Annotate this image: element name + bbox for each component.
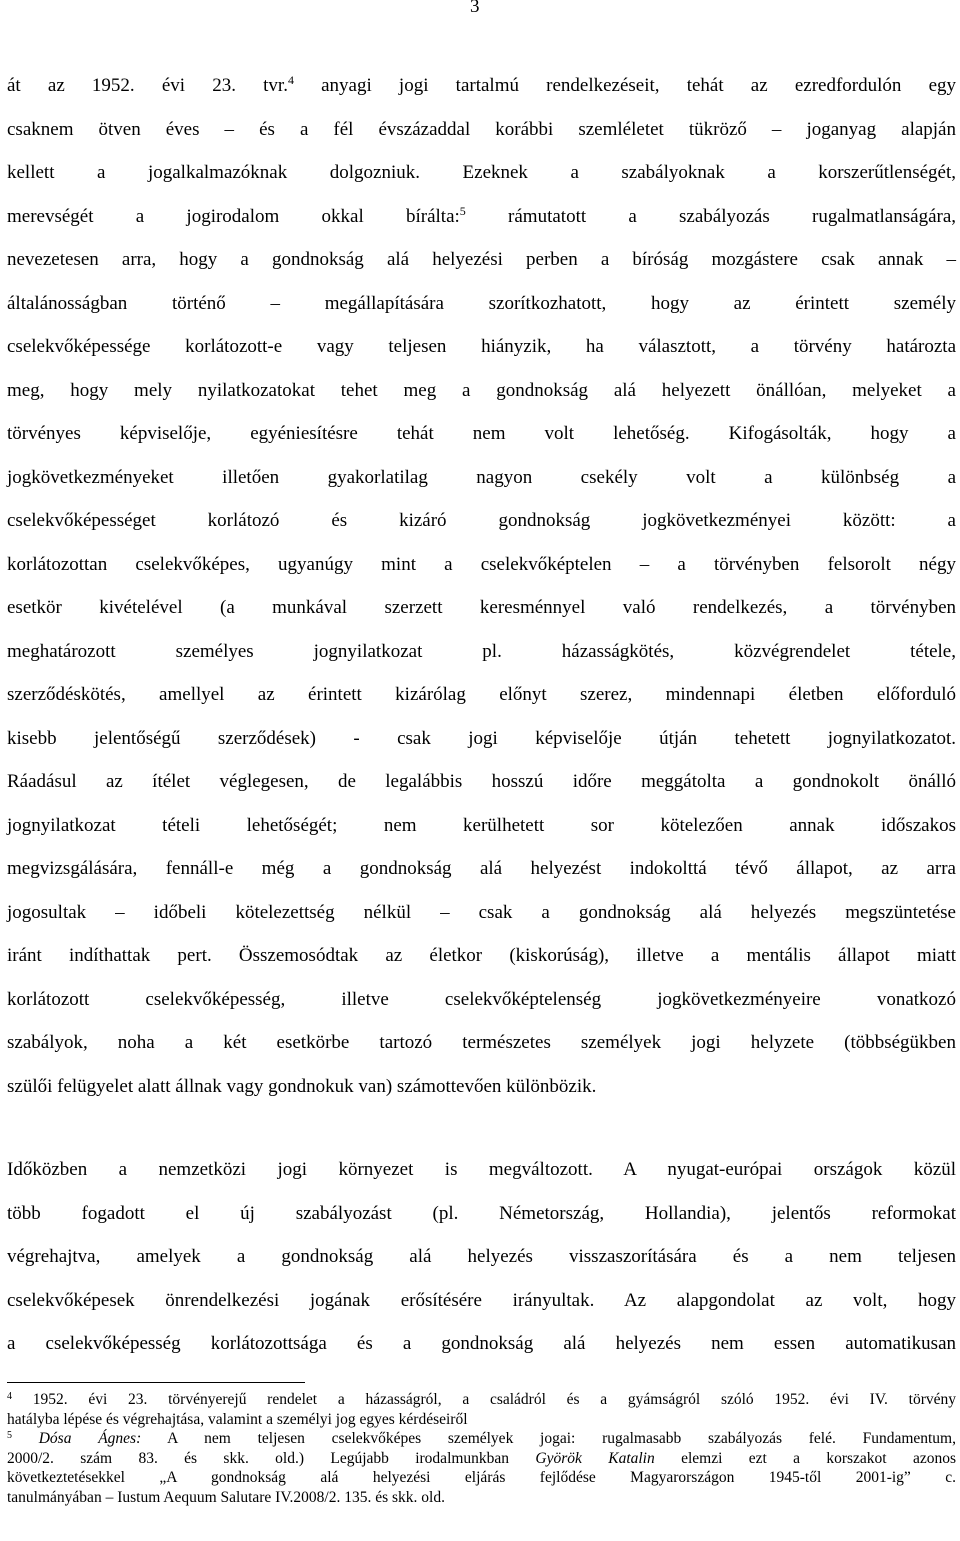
footnote-separator [7, 1382, 305, 1383]
text-line: cselekvőképességet korlátozó és kizáró gondnokság jogkövetkezményei között: a [7, 510, 956, 531]
footnote-4-line: $^4$ 1952. évi 23. törvényerejű rendelet a házasságról, a családról és a gyámságról szóló 1952. évi IV. törvény [7, 1391, 956, 1408]
text-line: jogosultak – időbeli kötelezettség nélkül – csak a gondnokság alá helyezés megszüntetése [7, 901, 956, 923]
text-line: korlátozott cselekvőképesség, illetve cselekvőképtelenség jogkövetkezményeire vonatkozó [7, 988, 956, 1010]
text-line: iránt indíthattak pert. Összemosódtak az életkor (kiskorúság), illetve a mentális állapot miatt [7, 945, 956, 966]
text-line: korlátozottan cselekvőképes, ugyanúgy mint a cselekvőképtelen – a törvényben felsorolt négy [7, 553, 956, 575]
text-line: át az 1952. évi 23. tvr.$^4$ anyagi jogi tartalmú rendelkezéseit, tehát az ezredfordulón egy [7, 73, 956, 96]
footnote-4-line: hatályba lépése és végrehajtása, valamint a személyi jog egyes kérdéseiről [7, 1410, 468, 1428]
body-paragraph-2 [7, 1148, 956, 1366]
footnote-ref-4: 4 [287, 73, 294, 87]
text-line: kellett a jogalkalmazóknak dolgozniuk. Ezeknek a szabályoknak a korszerűtlenségét, [7, 162, 956, 183]
text-line: nevezetesen arra, hogy a gondnokság alá helyezési perben a bíróság mozgástere csak annak – [7, 249, 956, 270]
text-line: szerződéskötés, amellyel az érintett kizárólag előnyt szerez, mindennapi életben előforduló [7, 684, 956, 705]
text-line: csaknem ötven éves – és a fél évszázaddal korábbi szemléletet tükröző – joganyag alapján [7, 118, 956, 140]
footnote-number: 5 [7, 1430, 12, 1441]
text-line: törvényes képviselője, egyéniesítésre tehát nem volt lehetőség. Kifogásolták, hogy a [7, 423, 956, 444]
text-line: jogkövetkezményeket illetően gyakorlatilag nagyon csekély volt a különbség a [7, 466, 956, 488]
text-line: általánosságban történő – megállapítására szorítkozhatott, hogy az érintett személy [7, 292, 956, 314]
text-line: megvizsgálására, fennáll-e még a gondnokság alá helyezést indokolttá tévő állapot, az arra [7, 858, 956, 879]
text-line: Időközben a nemzetközi jogi környezet is megváltozott. A nyugat-európai országok közül [7, 1159, 956, 1180]
text-line: a cselekvőképesség korlátozottsága és a gondnokság alá helyezés nem essen automatikusan [7, 1333, 956, 1354]
footnote-5-line: következtetésekkel „A gondnokság alá helyezési eljárás fejlődése Magyarországon 1945-től 2001-ig” c. [7, 1469, 956, 1486]
footnotes [7, 1390, 956, 1507]
footnote-5-line: 2000/2. szám 83. és skk. old.) Legújabb irodalmunkban Györök Katalin elemzi ezt a korszakot azonos [7, 1449, 956, 1467]
page-number: 3 [470, 0, 480, 17]
text-line: végrehajtva, amelyek a gondnokság alá helyezés visszaszorítására és a nem teljesen [7, 1246, 956, 1267]
text-line: cselekvőképessége korlátozott-e vagy teljesen hiányzik, ha választott, a törvény határozta [7, 336, 956, 357]
footnote-ref-5: 5 [459, 203, 466, 218]
text-line: meghatározott személyes jognyilatkozat pl. házasságkötés, közvégrendelet tétele, [7, 640, 956, 662]
text-line: szabályok, noha a két esetkörbe tartozó természetes személyek jogi helyzete (többségükben [7, 1032, 956, 1053]
text-line: szülői felügyelet alatt állnak vagy gondnokuk van) számottevően különbözik. [7, 1075, 597, 1097]
body-paragraph-1 [7, 64, 956, 1108]
footnote-author: Györök Katalin [535, 1449, 655, 1467]
text-line: merevségét a jogirodalom okkal bírálta:$^5$ rámutatott a szabályozás rugalmatlanságára, [7, 203, 957, 227]
text-line: több fogadott el új szabályozást (pl. Németország, Hollandia), jelentős reformokat [7, 1202, 956, 1224]
text-line: cselekvőképesek önrendelkezési jogának erősítésére irányultak. Az alapgondolat az volt, hogy [7, 1289, 956, 1311]
footnote-number: 4 [7, 1391, 12, 1402]
text-line: jognyilatkozat tételi lehetőségét; nem kerülhetett sor kötelezően annak időszakos [7, 814, 956, 836]
text-line: meg, hogy mely nyilatkozatokat tehet meg a gondnokság alá helyezett önállóan, melyeket a [7, 379, 956, 401]
footnote-5-line: tanulmányában – Iustum Aequum Salutare IV.2008/2. 135. és skk. old. [7, 1488, 445, 1506]
text-line: Ráadásul az ítélet véglegesen, de legalábbis hosszú időre meggátolta a gondnokolt önálló [7, 771, 956, 792]
footnote-5-line: $^5$ Dósa Ágnes: A nem teljesen cselekvőképes személyek jogai: rugalmasabb szabályozás felé. Fundamentum, [7, 1430, 956, 1447]
text-line: kisebb jelentőségű szerződések) - csak jogi képviselője útján tehetett jognyilatkozatot. [7, 727, 956, 749]
text-line: esetkör kivételével (a munkával szerzett keresménnyel való rendelkezés, a törvényben [7, 597, 956, 618]
footnote-author: Dósa Ágnes: [38, 1430, 142, 1447]
